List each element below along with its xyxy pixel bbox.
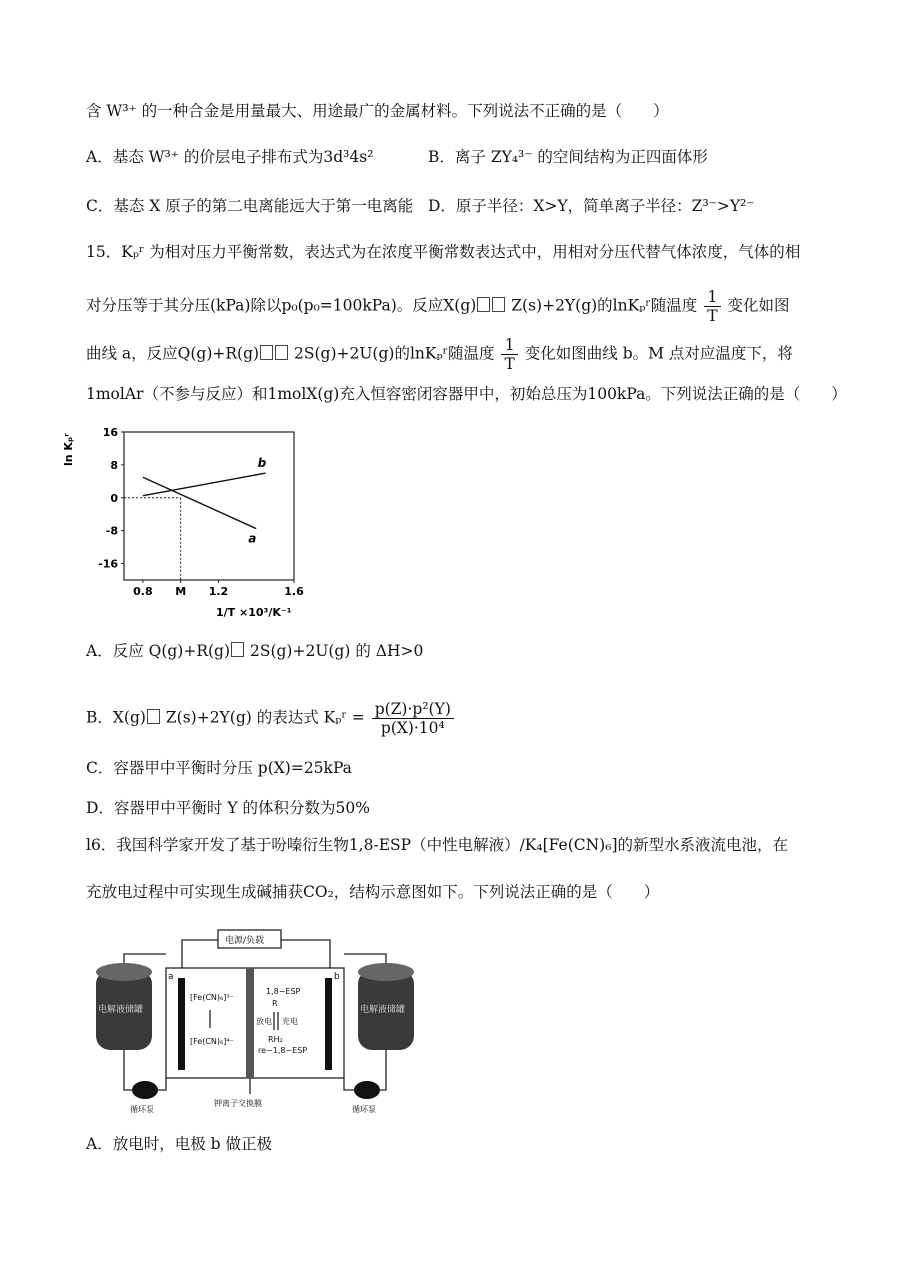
- q15-option-d: D．容器甲中平衡时 Y 的体积分数为50%: [86, 799, 370, 817]
- q15-option-b: B．X(g) Z(s)+2Y(g) 的表达式 Kₚʳ = $\frac{\text{p(Z)·p²(Y)}}{\text{p(X)·10⁴}}$: [86, 700, 456, 737]
- q15-line2-part3: 变化如图: [727, 296, 790, 315]
- lnk-temperature-chart: [62, 420, 316, 625]
- membrane-label: 钾离子交换膜: [214, 1099, 262, 1108]
- equilibrium-arrow-icon: [231, 642, 244, 657]
- equilibrium-arrow-icon: [477, 297, 490, 312]
- q14-option-c: C．基态 X 原子的第二电离能远大于第一电离能: [86, 197, 414, 215]
- electrode-a: [178, 978, 185, 1070]
- q15-line3-part2: 2S(g)+2U(g)的lnKₚʳ随温度: [294, 344, 495, 363]
- q15-line1: 15．Kₚʳ 为相对压力平衡常数，表达式为在浓度平衡常数表达式中，用相对分压代替气体浓度，气体的相: [86, 243, 801, 261]
- q14-stem: 含 W³⁺ 的一种合金是用量最大、用途最广的金属材料。下列说法不正确的是（ ）: [86, 102, 669, 120]
- q15-option-a: A．反应 Q(g)+R(g) 2S(g)+2U(g) 的 ΔH>0: [86, 642, 424, 660]
- y-tick-label: 16: [102, 426, 118, 439]
- series-line-b: [143, 473, 266, 496]
- power-load-label: 电源/负载: [225, 936, 265, 946]
- x-tick-label: 0.8: [133, 585, 153, 598]
- q15-option-c: C．容器甲中平衡时分压 p(X)=25kPa: [86, 759, 352, 777]
- kp-expression-fraction: $\frac{\text{p(Z)·p²(Y)}}{\text{p(X)·10⁴}}$: [372, 700, 454, 737]
- rh2-label: RH₂: [268, 1035, 283, 1044]
- q14-option-a: A．基态 W³⁺ 的价层电子排布式为3d³4s²: [86, 148, 374, 166]
- electrode-b-label: b: [334, 972, 340, 982]
- plot-frame: [124, 432, 294, 580]
- fe3-label: [Fe(CN)₆]³⁻: [190, 993, 234, 1002]
- series-label-a: a: [248, 531, 257, 546]
- series-label-b: b: [257, 456, 267, 471]
- q16-line1: l6．我国科学家开发了基于吩嗪衍生物1,8-ESP（中性电解液）/K₄[Fe(CN)₆]的新型水系液流电池，在: [86, 836, 788, 854]
- right-pump-icon: [354, 1081, 380, 1099]
- x-tick-label: 1.2: [208, 585, 229, 598]
- right-pump-label: 循环泵: [352, 1105, 376, 1114]
- y-axis-label: ln Kₚʳ: [62, 433, 75, 466]
- r-label: R: [272, 999, 278, 1008]
- y-tick-label: 8: [110, 458, 118, 472]
- q15-line2-part1: 对分压等于其分压(kPa)除以p₀(p₀=100kPa)。反应X(g): [86, 296, 477, 315]
- equilibrium-arrow-icon: [147, 709, 160, 724]
- right-tank-label: 电解液储罐: [360, 1005, 406, 1015]
- electrode-a-label: a: [168, 972, 174, 982]
- equilibrium-arrow-icon: [260, 345, 273, 360]
- q14-option-d: D．原子半径：X>Y，简单离子半径：Z³⁻>Y²⁻: [428, 197, 755, 215]
- charge-label: 充电: [282, 1017, 298, 1026]
- fe4-label: [Fe(CN)₆]⁴⁻: [190, 1037, 234, 1046]
- q15-line3-part3: 变化如图曲线 b。M 点对应温度下，将: [524, 344, 793, 363]
- y-tick-label: 0: [110, 491, 118, 505]
- electrode-b: [325, 978, 332, 1070]
- fraction-1-over-t: $\frac{1}{T}$: [501, 336, 517, 373]
- q15-line4: 1molAr（不参与反应）和1molX(g)充入恒容密闭容器甲中，初始总压为100kPa。下列说法正确的是（ ）: [86, 385, 847, 403]
- esp-label: 1,8−ESP: [266, 987, 301, 996]
- x-axis-label: 1/T ×10³/K⁻¹: [216, 606, 292, 619]
- equilibrium-arrow-icon: [275, 345, 288, 360]
- q15-line2: [86, 288, 790, 325]
- left-tank-label: 电解液储罐: [98, 1005, 144, 1015]
- x-tick-label: 1.6: [284, 585, 304, 598]
- q14-option-b: B．离子 ZY₄³⁻ 的空间结构为正四面体形: [428, 148, 708, 166]
- left-pump-label: 循环泵: [130, 1105, 154, 1114]
- left-pump-icon: [132, 1081, 158, 1099]
- equilibrium-arrow-icon: [492, 297, 505, 312]
- fraction-1-over-t: $\frac{1}{T}$: [704, 288, 720, 325]
- q15-line3-part1: 曲线 a，反应Q(g)+R(g): [86, 344, 260, 363]
- discharge-label: 放电: [256, 1017, 272, 1026]
- q16-option-a: A．放电时，电极 b 做正极: [86, 1135, 272, 1153]
- ion-exchange-membrane: [246, 968, 254, 1078]
- x-tick-label: M: [175, 585, 187, 598]
- q15-line2-part2: Z(s)+2Y(g)的lnKₚʳ随温度: [511, 296, 698, 315]
- flow-battery-diagram: [86, 922, 456, 1117]
- q16-line2: 充放电过程中可实现生成碱捕获CO₂，结构示意图如下。下列说法正确的是（ ）: [86, 883, 660, 901]
- y-tick-label: -16: [98, 557, 118, 571]
- y-tick-label: -8: [105, 524, 118, 538]
- q15-line3: [86, 336, 793, 373]
- re-esp-label: re−1,8−ESP: [258, 1046, 308, 1055]
